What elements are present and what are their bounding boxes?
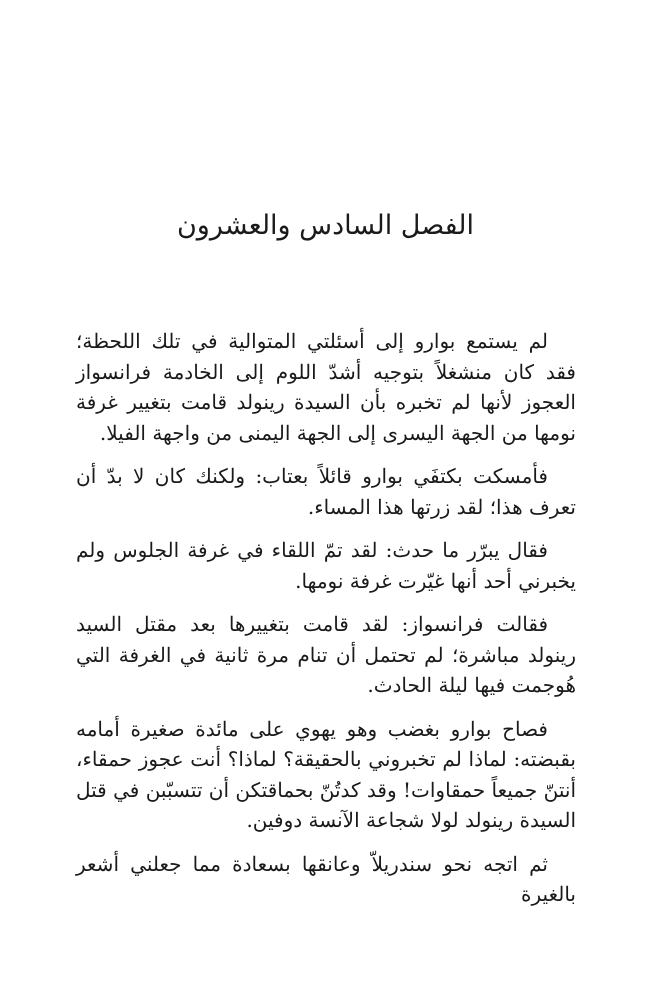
chapter-body: [76, 326, 576, 923]
paragraph: فأمسكت بكتفَي بوارو قائلاً بعتاب: ولكنك كان لا بدّ أن تعرف هذا؛ لقد زرتها هذا المساء.: [76, 464, 576, 519]
paragraph: لم يستمع بوارو إلى أسئلتي المتوالية في تلك اللحظة؛ فقد كان منشغلاً بتوجيه أشدّ اللوم إلى الخادمة فرانسواز العجوز لأنها لم تخبره بأن السيدة رينولد قامت بتغيير غرفة نومها من الجهة اليسرى إلى الجهة اليمنى من واجهة الفيلا.: [76, 329, 576, 445]
paragraph: ثم اتجه نحو سندريلاّ وعانقها بسعادة مما جعلني أشعر بالغيرة: [76, 851, 576, 906]
paragraph: فقال يبرّر ما حدث: لقد تمّ اللقاء في غرفة الجلوس ولم يخبرني أحد أنها غيّرت غرفة نومها.: [76, 538, 576, 593]
paragraph: فقالت فرانسواز: لقد قامت بتغييرها بعد مقتل السيد رينولد مباشرة؛ لم تحتمل أن تنام مرة ثانية في الغرفة التي هُوجمت فيها ليلة الحادث.: [76, 612, 576, 697]
paragraph: فصاح بوارو بغضب وهو يهوي على مائدة صغيرة أمامه بقبضته: لماذا لم تخبروني بالحقيقة؟ لماذا؟ أنت عجوز حمقاء، أنتنّ جميعاً حمقاوات! وقد كدتُنّ بحماقتكن أن تتسبّبن في قتل السيدة رينولد لولا شجاعة الآنسة دوفين.: [76, 716, 576, 832]
chapter-title: الفصل السادس والعشرون: [176, 210, 475, 241]
